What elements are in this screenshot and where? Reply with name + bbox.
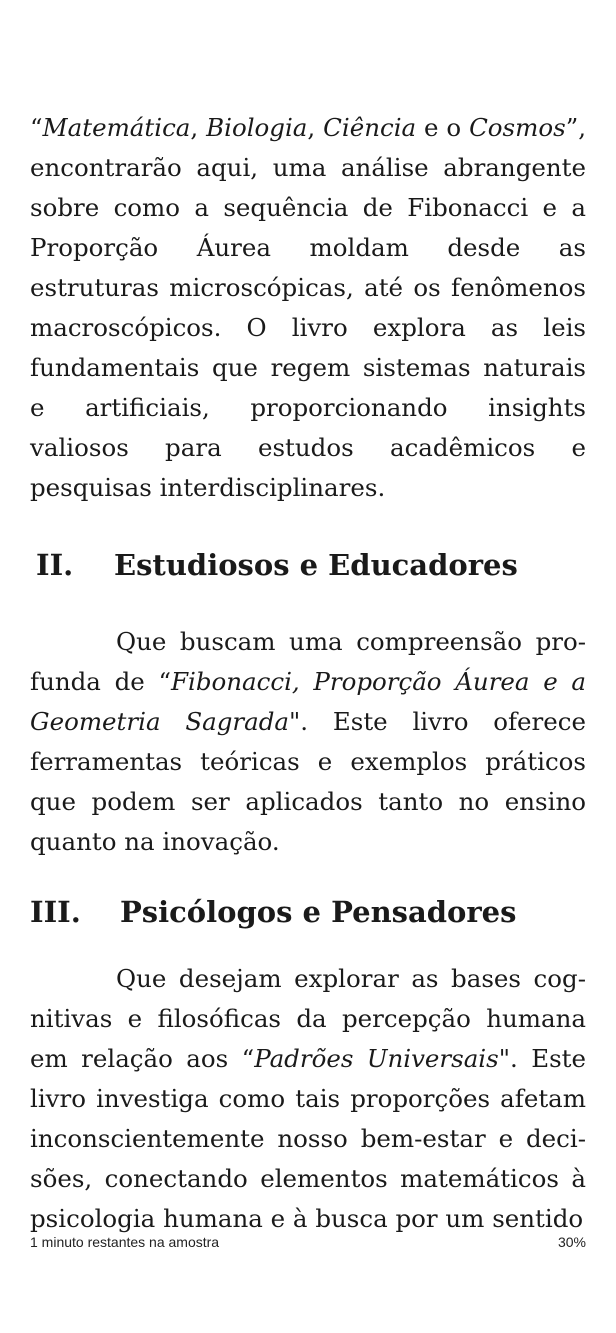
section-title: Psicólogos e Pensadores — [120, 895, 517, 929]
reader-footer — [30, 1234, 586, 1250]
term-cosmos: Cosmos — [469, 113, 566, 142]
paragraph-psychologists: Que desejam explorar as bases cognitivas e filosóficas da percepção humana em relação aos “Padrões Universais". Este livro investiga como tais proporções afetam inconscientemente nosso bem-estar e decisões, conectando elementos matemáticos à psicologia humana e à busca por um sentido — [30, 964, 586, 1233]
section-heading-scholars — [30, 545, 586, 585]
paragraph-body: , encontrarão aqui, uma análise abrangente sobre como a sequência de Fibonacci e a Proporção Áurea moldam desde as estruturas microscópicas, até os fenômenos macroscópicos. O livro explora as leis fundamentais que regem sistemas naturais e artificiais, proporcionando insights valiosos para estudos acadêmicos e pesquisas interdisciplinares. — [30, 113, 587, 502]
page-content — [30, 108, 586, 1239]
section-number: III. — [30, 895, 81, 929]
time-remaining: 1 minuto restantes na amostra — [30, 1234, 220, 1250]
open-quote: “ — [30, 113, 43, 142]
term-biology: Biologia — [206, 113, 308, 142]
paragraph-scholars: Que buscam uma compreensão profunda de “Fibonacci, Proporção Áurea e a Geometria Sagrada". Este livro oferece ferramentas teóricas e exemplos práticos que podem ser aplicados tanto no ensino quanto na inovação. — [30, 627, 586, 856]
section-heading-psychologists — [30, 892, 586, 932]
section-number: II. — [36, 548, 74, 582]
reading-progress: 30% — [557, 1234, 586, 1250]
book-title-reference: Fibonacci, Proporção Áurea e a Geometria Sagrada — [30, 667, 586, 736]
universal-patterns-term: Padrões Universais — [254, 1044, 499, 1073]
paragraph-audience-science: “Matemática, Biologia, Ciência e o Cosmos”, encontrarão aqui, uma análise abrangente sobre como a sequência de Fibonacci e a Proporção Áurea moldam desde as estruturas microscópicas, até os fenômenos macroscópicos. O livro explora as leis fundamentais que regem sistemas naturais e artificiais, proporcionando insights valiosos para estudos acadêmicos e pesquisas interdisciplinares. — [30, 113, 587, 502]
section-title: Estudiosos e Educadores — [114, 548, 518, 582]
term-science: Ciência — [323, 113, 417, 142]
close-quote: ” — [565, 113, 579, 142]
term-mathematics: Matemática — [42, 113, 191, 142]
